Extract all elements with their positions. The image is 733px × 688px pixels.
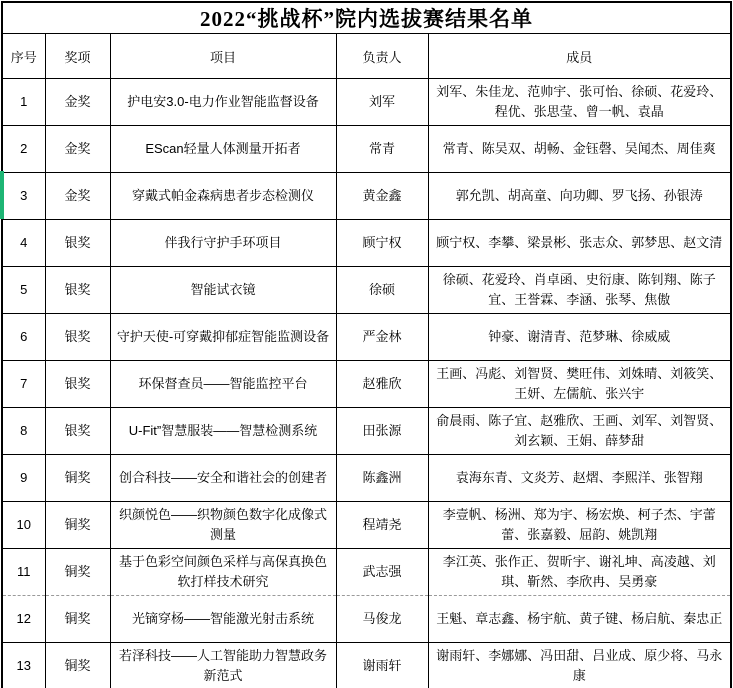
- cell-award: 铜奖: [45, 455, 110, 502]
- column-header-no: 序号: [2, 34, 45, 79]
- cell-members: 常青、陈吴双、胡畅、金钰磬、吴闻杰、周佳爽: [428, 126, 731, 173]
- cell-project: 若泽科技——人工智能助力智慧政务新范式: [110, 643, 336, 688]
- cell-project: 环保督查员——智能监控平台: [110, 361, 336, 408]
- cell-project: EScan轻量人体测量开拓者: [110, 126, 336, 173]
- column-header-project: 项目: [110, 34, 336, 79]
- cell-serial-number: 10: [2, 502, 45, 549]
- cell-award: 铜奖: [45, 502, 110, 549]
- cell-serial-number: 11: [2, 549, 45, 596]
- cell-leader: 程靖尧: [336, 502, 428, 549]
- cell-leader: 严金林: [336, 314, 428, 361]
- cell-project: 穿戴式帕金森病患者步态检测仪: [110, 173, 336, 220]
- cell-members: 刘军、朱佳龙、范帅宇、张可怡、徐硕、花爱玲、程优、张思莹、曾一帆、袁晶: [428, 79, 731, 126]
- cell-members: 钟豪、谢清青、范梦琳、徐威威: [428, 314, 731, 361]
- cell-serial-number: 5: [2, 267, 45, 314]
- cell-leader: 黄金鑫: [336, 173, 428, 220]
- cell-leader: 马俊龙: [336, 596, 428, 643]
- cell-members: 袁海东青、文炎芳、赵熠、李熙洋、张智翔: [428, 455, 731, 502]
- table-row: [2, 220, 731, 267]
- column-header-leader: 负责人: [336, 34, 428, 79]
- cell-members: 王画、冯彪、刘智贤、樊旺伟、刘姝晴、刘筱笑、王妍、左儒航、张兴宇: [428, 361, 731, 408]
- cell-project: 织颜悦色——织物颜色数字化成像式测量: [110, 502, 336, 549]
- cell-members: 李江英、张作正、贺昕宇、谢礼坤、高凌越、刘琪、靳然、李欣冉、吴勇豪: [428, 549, 731, 596]
- cell-award: 银奖: [45, 267, 110, 314]
- header-row: [2, 34, 731, 79]
- cell-project: 创合科技——安全和谐社会的创建者: [110, 455, 336, 502]
- cell-members: 徐硕、花爱玲、肖卓函、史衍康、陈钊翔、陈子宜、王誉霖、李涵、张琴、焦傲: [428, 267, 731, 314]
- cell-serial-number: 6: [2, 314, 45, 361]
- cell-serial-number: 7: [2, 361, 45, 408]
- cell-serial-number: 1: [2, 79, 45, 126]
- cell-award: 铜奖: [45, 596, 110, 643]
- cell-members: 俞晨雨、陈子宜、赵雅欣、王画、刘军、刘智贤、刘玄颖、王娟、薛梦甜: [428, 408, 731, 455]
- title-row: [2, 2, 731, 34]
- cell-leader: 陈鑫洲: [336, 455, 428, 502]
- cell-award: 铜奖: [45, 643, 110, 688]
- cell-serial-number: 2: [2, 126, 45, 173]
- table-row: [2, 596, 731, 643]
- cell-leader: 常青: [336, 126, 428, 173]
- cell-leader: 刘军: [336, 79, 428, 126]
- cell-leader: 顾宁权: [336, 220, 428, 267]
- table-row: [2, 549, 731, 596]
- table-row: [2, 502, 731, 549]
- cell-leader: 徐硕: [336, 267, 428, 314]
- table-body: [2, 79, 731, 688]
- table-row: [2, 455, 731, 502]
- cell-project: U-Fit”智慧服装——智慧检测系统: [110, 408, 336, 455]
- cell-serial-number: 12: [2, 596, 45, 643]
- results-table: [1, 1, 732, 688]
- table-row: [2, 173, 731, 220]
- cell-serial-number: 3: [2, 173, 45, 220]
- cell-leader: 赵雅欣: [336, 361, 428, 408]
- cell-award: 金奖: [45, 79, 110, 126]
- table-row: [2, 267, 731, 314]
- row-selection-marker: [0, 171, 4, 219]
- cell-award: 银奖: [45, 314, 110, 361]
- cell-serial-number: 9: [2, 455, 45, 502]
- column-header-award: 奖项: [45, 34, 110, 79]
- cell-award: 银奖: [45, 220, 110, 267]
- cell-project: 智能试衣镜: [110, 267, 336, 314]
- table-row: [2, 79, 731, 126]
- table-row: [2, 643, 731, 688]
- cell-award: 金奖: [45, 173, 110, 220]
- table-row: [2, 126, 731, 173]
- cell-serial-number: 8: [2, 408, 45, 455]
- cell-award: 金奖: [45, 126, 110, 173]
- cell-project: 伴我行守护手环项目: [110, 220, 336, 267]
- cell-members: 顾宁权、李攀、梁景彬、张志众、郭梦思、赵文清: [428, 220, 731, 267]
- table-row: [2, 361, 731, 408]
- cell-members: 谢雨轩、李娜娜、冯田甜、吕业成、原少将、马永康: [428, 643, 731, 688]
- cell-members: 李壹帆、杨洲、郑为宇、杨宏焕、柯子杰、宇蕾蕾、张嘉毅、屈韵、姚凯翔: [428, 502, 731, 549]
- cell-leader: 田张源: [336, 408, 428, 455]
- cell-leader: 谢雨轩: [336, 643, 428, 688]
- column-header-members: 成员: [428, 34, 731, 79]
- page-title: 2022“挑战杯”院内选拔赛结果名单: [2, 2, 731, 34]
- cell-award: 银奖: [45, 361, 110, 408]
- cell-award: 银奖: [45, 408, 110, 455]
- cell-project: 光镝穿杨——智能激光射击系统: [110, 596, 336, 643]
- cell-members: 郭允凯、胡高童、向功卿、罗飞扬、孙银涛: [428, 173, 731, 220]
- table-row: [2, 408, 731, 455]
- table-row: [2, 314, 731, 361]
- cell-project: 护电安3.0-电力作业智能监督设备: [110, 79, 336, 126]
- cell-leader: 武志强: [336, 549, 428, 596]
- cell-project: 基于色彩空间颜色采样与高保真换色软打样技术研究: [110, 549, 336, 596]
- cell-project: 守护天使-可穿戴抑郁症智能监测设备: [110, 314, 336, 361]
- cell-serial-number: 13: [2, 643, 45, 688]
- cell-award: 铜奖: [45, 549, 110, 596]
- cell-members: 王魁、章志鑫、杨宇航、黄子键、杨启航、秦忠正: [428, 596, 731, 643]
- cell-serial-number: 4: [2, 220, 45, 267]
